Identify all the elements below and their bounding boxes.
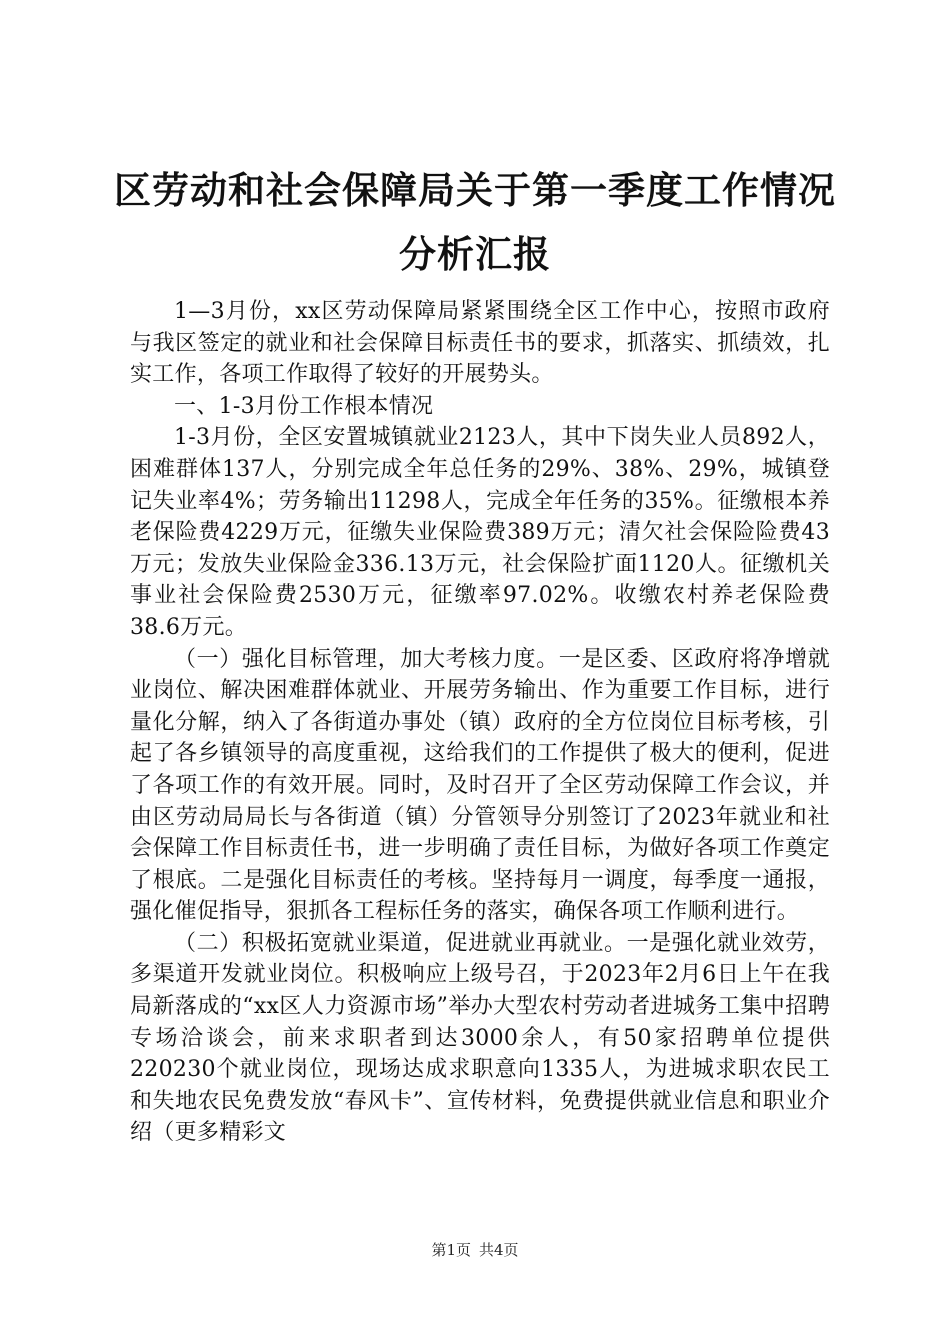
document-title: 区劳动和社会保障局关于第一季度工作情况分析汇报 xyxy=(114,168,836,276)
page-footer xyxy=(0,1240,950,1260)
page-number: 第1页 xyxy=(431,1241,471,1259)
intro-paragraph: 1—3月份，xx区劳动保障局紧紧围绕全区工作中心，按照市政府与我区签定的就业和社会保障目标责任书的要求，抓落实、抓绩效，扎实工作，各项工作取得了较好的开展势头。 xyxy=(130,299,830,388)
section-heading: 一、1-3月份工作根本情况 xyxy=(174,393,434,419)
total-pages: 共4页 xyxy=(479,1241,519,1259)
document-body xyxy=(130,296,830,1149)
statistics-paragraph: 1-3月份，全区安置城镇就业2123人，其中下岗失业人员892人，困难群体137人，分别完成全年总任务的29%、38%、29%，城镇登记失业率4%；劳务输出11298人，完成全年任务的35%。征缴根本养老保险费4229万元，征缴失业保险费389万元；清欠社会保险险费43万元；发放失业保险金336.13万元，社会保险扩面1120人。征缴机关事业社会保险费2530万元，征缴率97.02%。收缴农村养老保险费38.6万元。 xyxy=(130,425,830,640)
target-management-paragraph: （一）强化目标管理，加大考核力度。一是区委、区政府将净增就业岗位、解决困难群体就业、开展劳务输出、作为重要工作目标，进行量化分解，纳入了各街道办事处（镇）政府的全方位岗位目标考核，引起了各乡镇领导的高度重视，这给我们的工作提供了极大的便利，促进了各项工作的有效开展。同时，及时召开了全区劳动保障工作会议，并由区劳动局局长与各街道（镇）分管领导分别签订了2023年就业和社会保障工作目标责任书，进一步明确了责任目标，为做好各项工作奠定了根底。二是强化目标责任的考核。坚持每月一调度，每季度一通报，强化催促指导，狠抓各工程标任务的落实，确保各项工作顺利进行。 xyxy=(130,646,830,925)
employment-channels-paragraph: （二）积极拓宽就业渠道，促进就业再就业。一是强化就业效劳，多渠道开发就业岗位。积极响应上级号召，于2023年2月6日上午在我局新落成的“xx区人力资源市场”举办大型农村劳动者进城务工集中招聘专场洽谈会，前来求职者到达3000余人，有50家招聘单位提供220230个就业岗位，现场达成求职意向1335人，为进城求职农民工和失地农民免费发放“春风卡”、宣传材料，免费提供就业信息和职业介绍（更多精彩文 xyxy=(130,930,830,1146)
